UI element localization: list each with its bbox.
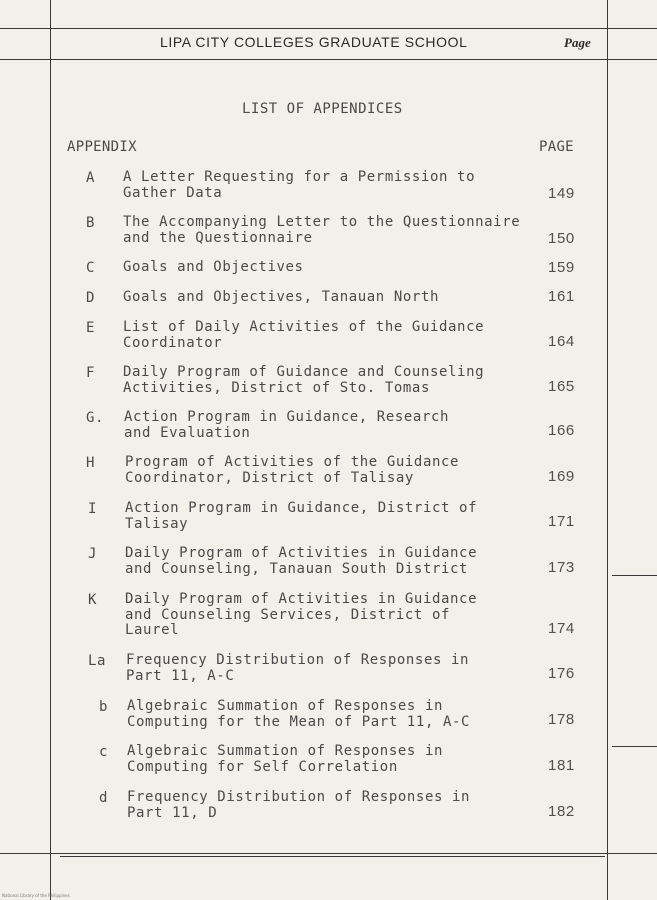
entry-page: 164	[548, 333, 575, 350]
entry-page: 165	[548, 378, 575, 395]
entry-title: Algebraic Summation of Responses in Computing for the Mean of Part 11, A-C	[127, 698, 471, 730]
footer-watermark: National Library of the Philippines	[2, 893, 70, 898]
entry-letter: A	[86, 170, 96, 186]
entry-page: 159	[548, 259, 575, 276]
entry-page: 182	[548, 803, 575, 820]
entry-letter: c	[99, 744, 109, 760]
bottom-rule-2	[60, 856, 605, 857]
right-mark-2	[612, 746, 657, 747]
header-rule	[0, 59, 657, 60]
column-header-appendix: APPENDIX	[67, 139, 137, 155]
entry-page: 166	[548, 422, 575, 439]
entry-title: List of Daily Activities of the Guidance Coordinator	[123, 319, 485, 351]
entry-page: 178	[548, 711, 575, 728]
entry-letter: La	[88, 653, 107, 669]
entry-page: 149	[548, 185, 575, 202]
entry-page: 150	[548, 230, 575, 247]
entry-letter: B	[86, 215, 96, 231]
entry-title: Daily Program of Activities in Guidance and Counseling Services, District of Laurel	[125, 591, 478, 638]
entry-letter: C	[86, 260, 96, 276]
entry-page: 161	[548, 288, 575, 305]
entry-letter: E	[86, 320, 96, 336]
entry-title: Goals and Objectives	[123, 259, 304, 275]
entry-title: Goals and Objectives, Tanauan North	[123, 289, 440, 305]
entry-title: Algebraic Summation of Responses in Computing for Self Correlation	[127, 743, 444, 775]
entry-page: 173	[548, 559, 575, 576]
entry-title: Frequency Distribution of Responses in Part 11, A-C	[126, 652, 470, 684]
entry-letter: d	[99, 790, 109, 806]
entry-page: 171	[548, 513, 575, 530]
left-margin-line	[50, 0, 51, 900]
entry-title: Action Program in Guidance, Research and Evaluation	[124, 409, 450, 441]
entry-letter: D	[86, 290, 96, 306]
entry-letter: J	[88, 546, 98, 562]
entry-letter: G.	[86, 410, 105, 426]
entry-letter: K	[88, 592, 98, 608]
entry-page: 181	[548, 757, 575, 774]
entry-title: Frequency Distribution of Responses in Part 11, D	[127, 789, 471, 821]
entry-page: 176	[548, 665, 575, 682]
column-header-page: PAGE	[539, 139, 574, 155]
entry-title: Daily Program of Guidance and Counseling Activities, District of Sto. Tomas	[123, 364, 485, 396]
bottom-rule	[0, 853, 657, 854]
entry-letter: I	[88, 501, 98, 517]
entry-title: Program of Activities of the Guidance Coordinator, District of Talisay	[125, 454, 460, 486]
entry-title: Action Program in Guidance, District of Talisay	[125, 500, 478, 532]
entry-title: A Letter Requesting for a Permission to Gather Data	[123, 169, 476, 201]
entry-title: Daily Program of Activities in Guidance and Counseling, Tanauan South District	[125, 545, 478, 577]
page-title: LIST OF APPENDICES	[242, 101, 403, 117]
entry-letter: F	[86, 365, 96, 381]
header-page-label: Page	[564, 35, 591, 50]
right-margin-line	[607, 0, 608, 900]
top-rule	[0, 28, 657, 29]
entry-letter: H	[86, 455, 96, 471]
entry-page: 174	[548, 620, 575, 637]
entry-page: 169	[548, 468, 575, 485]
header-institution: LIPA CITY COLLEGES GRADUATE SCHOOL	[160, 34, 468, 50]
entry-letter: b	[99, 699, 109, 715]
right-mark-1	[612, 575, 657, 576]
entry-title: The Accompanying Letter to the Questionnaire and the Questionnaire	[123, 214, 521, 246]
